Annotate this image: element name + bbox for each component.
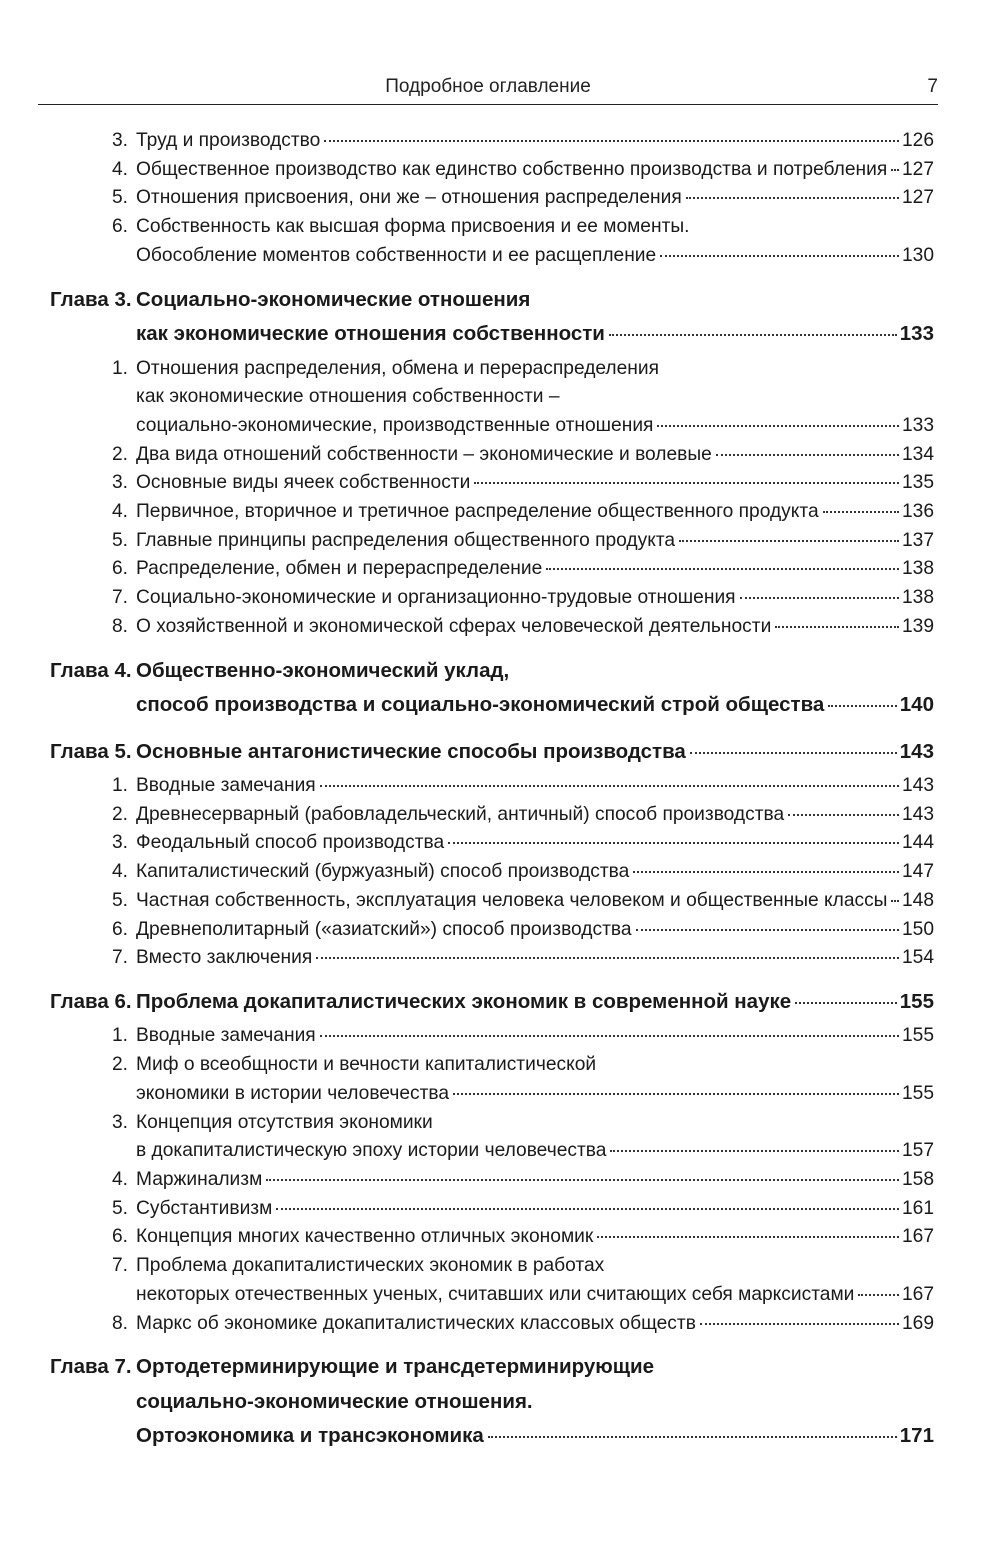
section-number: 5.: [111, 889, 128, 911]
entry-title: Первичное, вторичное и третичное распределение общественного продукта: [136, 501, 819, 523]
entry-page-number: 138: [901, 558, 934, 580]
toc-line: [50, 688, 934, 723]
entry-page-number: 155: [901, 1082, 934, 1104]
toc-chapter: [50, 985, 934, 1020]
entry-page-number: 133: [901, 414, 934, 436]
toc-line: [106, 944, 934, 973]
chapter-number: Глава 4.: [50, 658, 132, 682]
toc-line: [106, 383, 934, 412]
dot-leader: [276, 1207, 899, 1210]
toc-section: [106, 916, 934, 945]
toc-line: [50, 654, 934, 689]
toc-line: [106, 156, 934, 185]
entry-page-number: 140: [899, 693, 934, 717]
toc-line: [106, 412, 934, 441]
toc-chapter: [50, 735, 934, 770]
entry-title: Труд и производство: [136, 130, 321, 151]
toc-line: [106, 584, 934, 613]
toc-section: [106, 1310, 934, 1339]
toc-section: [106, 156, 934, 185]
entry-page-number: 143: [901, 803, 934, 825]
entry-page-number: 143: [899, 739, 934, 763]
dot-leader: [686, 196, 899, 199]
dot-leader: [891, 899, 899, 902]
toc-line: [106, 1281, 934, 1310]
toc-line: [106, 1051, 934, 1080]
entry-title: Концепция отсутствия экономики: [136, 1111, 433, 1133]
entry-page-number: 135: [901, 472, 934, 494]
toc-section: [106, 887, 934, 916]
toc-section: [106, 355, 934, 441]
section-number: 1.: [111, 1025, 128, 1047]
toc-section: [106, 1252, 934, 1309]
toc-line: [106, 1195, 934, 1224]
toc-line: [106, 469, 934, 498]
dot-leader: [660, 254, 899, 257]
dot-leader: [679, 539, 899, 542]
entry-title: Отношения присвоения, они же – отношения распределения: [136, 187, 682, 209]
section-number: 7.: [111, 1255, 128, 1277]
entry-page-number: 148: [901, 889, 934, 911]
toc-line: [106, 829, 934, 858]
dot-leader: [795, 1001, 897, 1004]
section-number: 7.: [111, 587, 128, 609]
table-of-contents: [50, 127, 934, 1454]
toc-line: [50, 1419, 934, 1454]
entry-title: Два вида отношений собственности – экономические и волевые: [136, 443, 712, 465]
toc-line: [106, 1109, 934, 1138]
entry-title: Распределение, обмен и перераспределение: [136, 558, 543, 580]
entry-page-number: 134: [901, 443, 934, 465]
entry-title: как экономические отношения собственности: [136, 322, 605, 346]
entry-title: Вводные замечания: [136, 1025, 316, 1047]
entry-title: Концепция многих качественно отличных экономик: [136, 1226, 594, 1248]
entry-title: Главные принципы распределения общественного продукта: [136, 529, 676, 551]
toc-line: [106, 1080, 934, 1109]
section-number: 6.: [111, 1226, 128, 1248]
section-number: 5.: [111, 187, 128, 209]
toc-line: [106, 127, 934, 156]
toc-section: [106, 469, 934, 498]
toc-line: [106, 801, 934, 830]
entry-title: Вместо заключения: [136, 947, 313, 969]
entry-title: социально-экономические, производственные отношения: [136, 414, 654, 436]
toc-section: [106, 1022, 934, 1051]
dot-leader: [858, 1293, 899, 1296]
section-number: 8.: [111, 615, 128, 637]
entry-title: способ производства и социально-экономический строй общества: [136, 693, 825, 717]
entry-title: некоторых отечественных ученых, считавших или считающих себя марксистами: [136, 1283, 855, 1305]
entry-title: Ортодетерминирующие и трансдетерминирующие: [136, 1355, 655, 1379]
dot-leader: [716, 453, 899, 456]
entry-page-number: 147: [901, 861, 934, 883]
section-number: 4.: [111, 861, 128, 883]
chapter-number: Глава 6.: [50, 989, 132, 1013]
toc-line: [106, 858, 934, 887]
toc-line: [106, 441, 934, 470]
entry-page-number: 144: [901, 832, 934, 854]
dot-leader: [657, 424, 899, 427]
toc-line: [106, 613, 934, 642]
entry-title: Собственность как высшая форма присвоения и ее моменты.: [136, 216, 690, 238]
entry-title: О хозяйственной и экономической сферах человеческой деятельности: [136, 615, 772, 637]
toc-line: [106, 184, 934, 213]
entry-page-number: 133: [899, 322, 934, 346]
dot-leader: [788, 813, 899, 816]
dot-leader: [320, 784, 899, 787]
dot-leader: [488, 1435, 897, 1438]
toc-line: [106, 887, 934, 916]
toc-section: [106, 1166, 934, 1195]
toc-line: [50, 1350, 934, 1385]
dot-leader: [320, 1034, 899, 1037]
section-number: 1.: [111, 775, 128, 797]
entry-page-number: 137: [901, 529, 934, 551]
toc-line: [106, 1223, 934, 1252]
toc-section: [106, 944, 934, 973]
entry-title: Вводные замечания: [136, 775, 316, 797]
section-number: 3.: [111, 832, 128, 854]
entry-page-number: 157: [901, 1140, 934, 1162]
entry-title: Ортоэкономика и трансэкономика: [136, 1424, 484, 1448]
entry-title: Основные антагонистические способы производства: [136, 739, 686, 763]
entry-page-number: 169: [901, 1312, 934, 1334]
dot-leader: [891, 168, 899, 171]
entry-page-number: 155: [899, 989, 934, 1013]
toc-line: [106, 1166, 934, 1195]
entry-title: экономики в истории человечества: [136, 1082, 450, 1104]
entry-title: Проблема докапиталистических экономик в современной науке: [136, 989, 792, 1013]
toc-section: [106, 772, 934, 801]
toc-section: [106, 527, 934, 556]
entry-page-number: 136: [901, 501, 934, 523]
toc-section: [106, 213, 934, 270]
toc-line: [106, 355, 934, 384]
section-number: 2.: [111, 803, 128, 825]
entry-page-number: 150: [901, 918, 934, 940]
chapter-number: Глава 7.: [50, 1355, 132, 1379]
entry-title: Древнеполитарный («азиатский») способ производства: [136, 918, 632, 940]
dot-leader: [610, 1149, 899, 1152]
entry-title: Основные виды ячеек собственности: [136, 472, 471, 494]
toc-line: [106, 772, 934, 801]
toc-line: [106, 916, 934, 945]
toc-line: [106, 1022, 934, 1051]
section-number: 5.: [111, 1197, 128, 1219]
toc-section: [106, 613, 934, 642]
toc-line: [106, 527, 934, 556]
entry-title: как экономические отношения собственности –: [136, 386, 560, 408]
entry-page-number: 127: [901, 158, 934, 180]
toc-line: [106, 498, 934, 527]
toc-line: [50, 985, 934, 1020]
entry-title: Маржинализм: [136, 1168, 263, 1190]
running-head: [38, 74, 938, 105]
toc-section: [106, 1109, 934, 1166]
dot-leader: [266, 1178, 899, 1181]
section-number: 6.: [111, 216, 128, 238]
dot-leader: [453, 1092, 899, 1095]
page-number: 7: [927, 76, 938, 97]
section-number: 1.: [111, 357, 128, 379]
section-number: 2.: [111, 1054, 128, 1076]
entry-title: Социально-экономические и организационно-трудовые отношения: [136, 587, 736, 609]
section-number: 4.: [111, 1168, 128, 1190]
toc-line: [106, 555, 934, 584]
toc-line: [50, 735, 934, 770]
toc-chapter: [50, 283, 934, 352]
dot-leader: [823, 510, 899, 513]
entry-title: Маркс об экономике докапиталистических классовых обществ: [136, 1312, 696, 1334]
entry-title: Общественно-экономический уклад,: [136, 658, 510, 682]
entry-title: в докапиталистическую эпоху истории человечества: [136, 1140, 607, 1162]
toc-line: [106, 1310, 934, 1339]
section-number: 2.: [111, 443, 128, 465]
entry-page-number: 130: [901, 244, 934, 266]
dot-leader: [633, 870, 899, 873]
toc-section: [106, 555, 934, 584]
section-number: 4.: [111, 158, 128, 180]
entry-title: Капиталистический (буржуазный) способ производства: [136, 861, 630, 883]
toc-line: [50, 1385, 934, 1420]
entry-title: социально-экономические отношения.: [136, 1389, 533, 1413]
chapter-number: Глава 5.: [50, 739, 132, 763]
entry-title: Социально-экономические отношения: [136, 287, 531, 311]
toc-section: [106, 858, 934, 887]
entry-page-number: 161: [901, 1197, 934, 1219]
section-number: 5.: [111, 529, 128, 551]
dot-leader: [546, 567, 899, 570]
section-number: 8.: [111, 1312, 128, 1334]
dot-leader: [316, 956, 899, 959]
entry-page-number: 143: [901, 775, 934, 797]
dot-leader: [474, 481, 899, 484]
toc-section: [106, 441, 934, 470]
dot-leader: [740, 596, 899, 599]
section-number: 4.: [111, 501, 128, 523]
toc-line: [106, 242, 934, 271]
entry-title: Общественное производство как единство собственно производства и потребления: [136, 158, 888, 180]
entry-page-number: 127: [901, 187, 934, 209]
entry-title: Обособление моментов собственности и ее расщепление: [136, 244, 657, 266]
toc-line: [106, 1137, 934, 1166]
toc-section: [106, 127, 934, 156]
toc-line: [106, 1252, 934, 1281]
toc-line: [50, 317, 934, 352]
toc-section: [106, 498, 934, 527]
toc-section: [106, 801, 934, 830]
dot-leader: [828, 704, 896, 707]
section-number: 6.: [111, 918, 128, 940]
entry-title: Субстантивизм: [136, 1197, 273, 1219]
section-number: 3.: [111, 1111, 128, 1133]
toc-section: [106, 184, 934, 213]
running-title: Подробное оглавление: [385, 76, 591, 97]
entry-page-number: 158: [901, 1168, 934, 1190]
dot-leader: [775, 625, 899, 628]
toc-section: [106, 1223, 934, 1252]
toc-section: [106, 584, 934, 613]
toc-section: [106, 829, 934, 858]
entry-title: Древнесерварный (рабовладельческий, античный) способ производства: [136, 803, 785, 825]
entry-title: Феодальный способ производства: [136, 832, 445, 854]
entry-page-number: 155: [901, 1025, 934, 1047]
toc-line: [50, 283, 934, 318]
entry-page-number: 138: [901, 587, 934, 609]
section-number: 7.: [111, 947, 128, 969]
toc-chapter: [50, 1350, 934, 1454]
entry-title: Отношения распределения, обмена и перераспределения: [136, 357, 659, 379]
entry-page-number: 167: [901, 1226, 934, 1248]
dot-leader: [700, 1322, 899, 1325]
entry-page-number: 167: [901, 1283, 934, 1305]
dot-leader: [597, 1235, 899, 1238]
section-number: 3.: [111, 130, 128, 151]
toc-chapter: [50, 654, 934, 723]
dot-leader: [609, 333, 897, 336]
toc-section: [106, 1051, 934, 1108]
section-number: 6.: [111, 558, 128, 580]
dot-leader: [448, 841, 899, 844]
toc-section: [106, 1195, 934, 1224]
section-number: 3.: [111, 472, 128, 494]
chapter-number: Глава 3.: [50, 287, 132, 311]
entry-page-number: 126: [901, 130, 934, 151]
entry-page-number: 154: [901, 947, 934, 969]
entry-page-number: 171: [899, 1424, 934, 1448]
entry-title: Проблема докапиталистических экономик в работах: [136, 1255, 605, 1277]
dot-leader: [324, 139, 899, 142]
dot-leader: [636, 928, 899, 931]
toc-line: [106, 213, 934, 242]
entry-title: Миф о всеобщности и вечности капиталистической: [136, 1054, 597, 1076]
entry-title: Частная собственность, эксплуатация человека человеком и общественные классы: [136, 889, 888, 911]
entry-page-number: 139: [901, 615, 934, 637]
dot-leader: [690, 751, 897, 754]
